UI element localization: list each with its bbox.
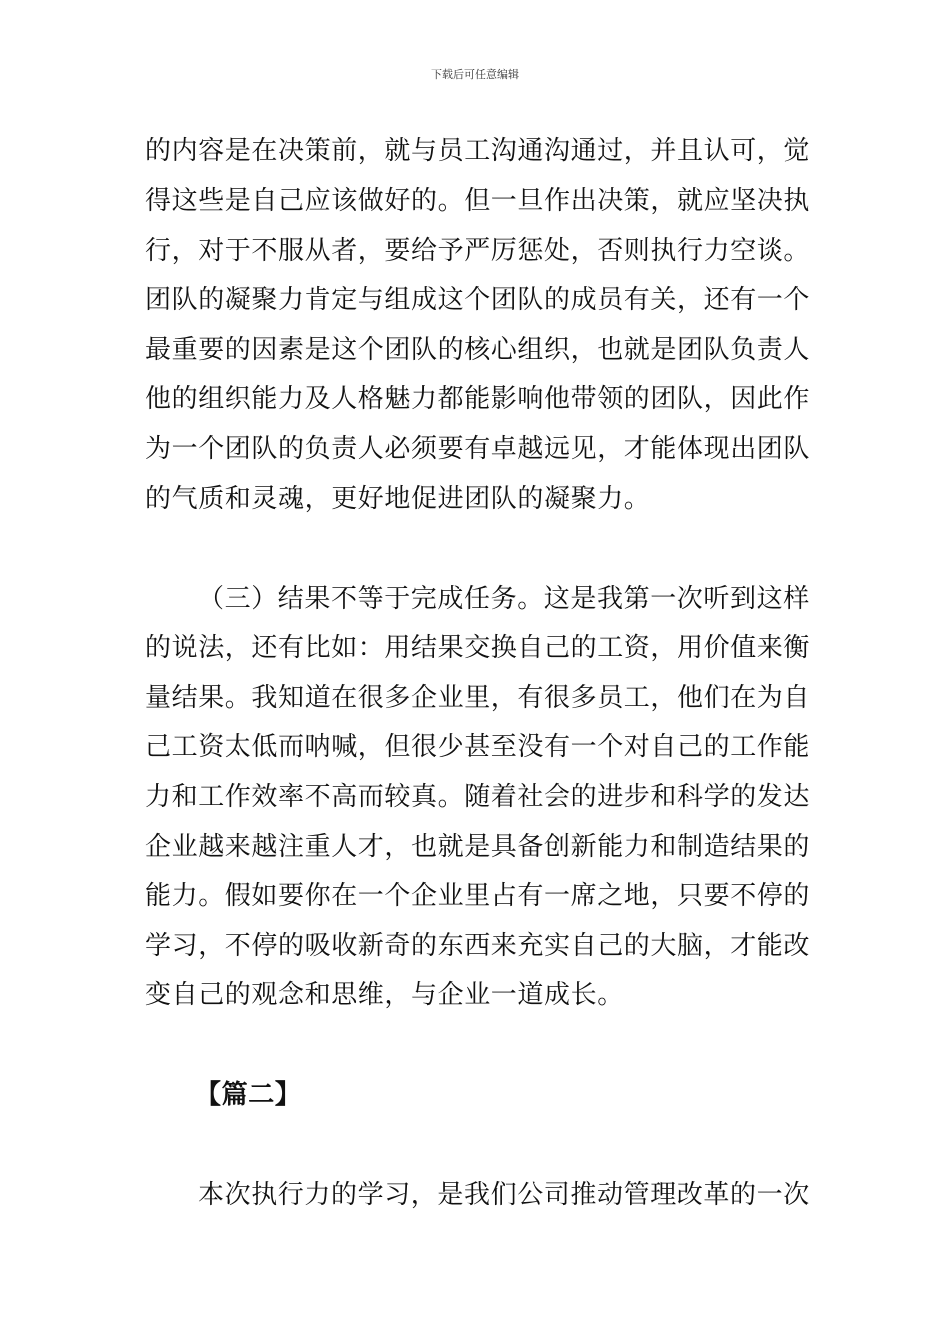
text-line: 企业越来越注重人才，也就是具备创新能力和制造结果的 xyxy=(145,832,811,862)
text-line: 的内容是在决策前，就与员工沟通沟通过，并且认可，觉 xyxy=(145,136,811,166)
section-heading: 【篇二】 xyxy=(195,1080,302,1110)
text-line: 力和工作效率不高而较真。随着社会的进步和科学的发达 xyxy=(145,782,811,812)
text-line: 他的组织能力及人格魅力都能影响他带领的团队，因此作 xyxy=(145,384,811,414)
text-line: 本次执行力的学习，是我们公司推动管理改革的一次 xyxy=(198,1180,810,1210)
text-line: 学习，不停的吸收新奇的东西来充实自己的大脑，才能改 xyxy=(145,931,811,961)
text-line: （三）结果不等于完成任务。这是我第一次听到这样 xyxy=(198,584,810,614)
text-line: 的气质和灵魂，更好地促进团队的凝聚力。 xyxy=(145,484,651,514)
text-line: 能力。假如要你在一个企业里占有一席之地，只要不停的 xyxy=(145,881,811,911)
text-line: 己工资太低而呐喊，但很少甚至没有一个对自己的工作能 xyxy=(145,732,811,762)
text-line: 得这些是自己应该做好的。但一旦作出决策，就应坚决执 xyxy=(145,186,811,216)
text-line: 变自己的观念和思维，与企业一道成长。 xyxy=(145,980,624,1010)
page-header: 下载后可任意编辑 xyxy=(431,68,519,81)
text-line: 量结果。我知道在很多企业里，有很多员工，他们在为自 xyxy=(145,683,811,713)
text-line: 为一个团队的负责人必须要有卓越远见，才能体现出团队 xyxy=(145,434,811,464)
text-line: 团队的凝聚力肯定与组成这个团队的成员有关，还有一个 xyxy=(145,285,811,315)
text-line: 的说法，还有比如：用结果交换自己的工资，用价值来衡 xyxy=(145,633,811,663)
text-line: 最重要的因素是这个团队的核心组织，也就是团队负责人 xyxy=(145,335,811,365)
text-line: 行，对于不服从者，要给予严厉惩处，否则执行力空谈。 xyxy=(145,236,811,266)
